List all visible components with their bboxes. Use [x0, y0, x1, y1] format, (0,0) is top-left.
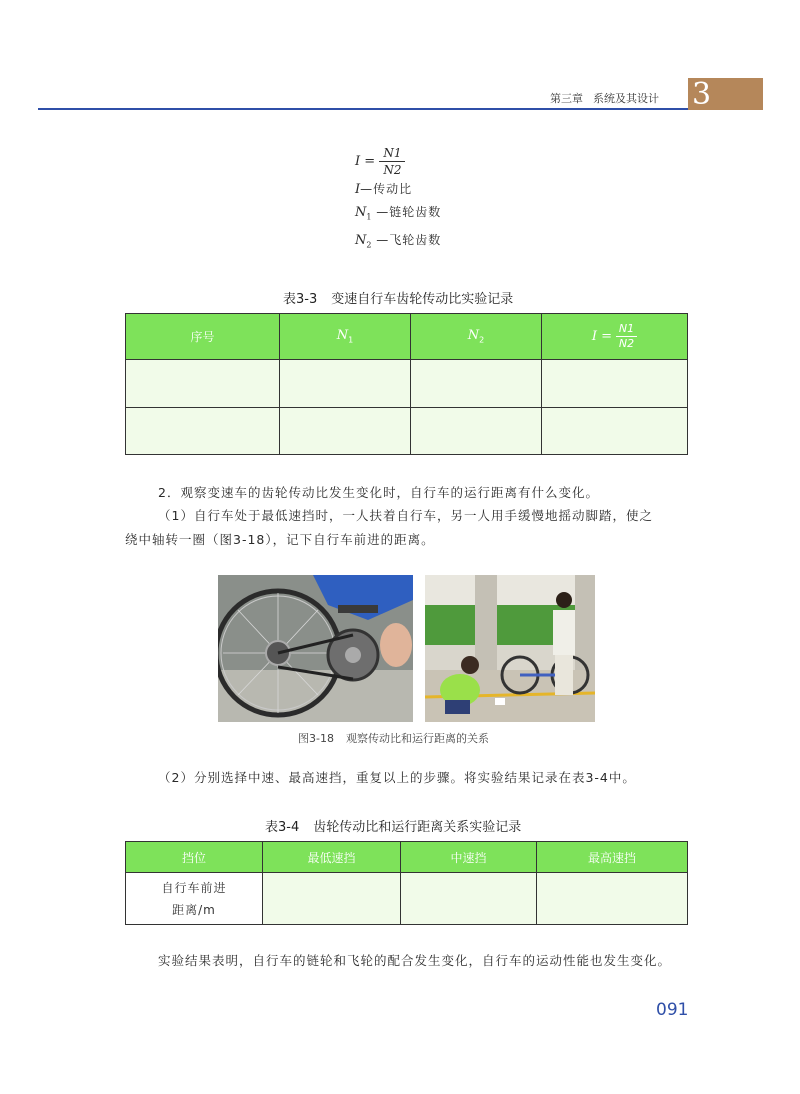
table-header-row	[126, 842, 688, 873]
table1-header-n1: $N_1$	[280, 314, 411, 360]
chapter-number: 3	[692, 77, 712, 112]
table2-title: 齿轮传动比和运行距离关系实验记录	[313, 820, 522, 835]
table-row	[126, 408, 688, 455]
figure-number: 图3-18	[298, 732, 334, 745]
table-header-row	[126, 314, 688, 360]
table-cell[interactable]	[280, 360, 411, 408]
formula-block	[355, 145, 441, 256]
table1-header-ratio: I = $\frac{N1}{N2}$	[542, 314, 688, 360]
table1	[125, 313, 688, 455]
formula-equation	[355, 145, 441, 178]
paragraph-3-line-1: （1）自行车处于最低速挡时，一人扶着自行车，另一人用手缓慢地摇动脚踏，使之	[158, 508, 653, 523]
table-cell[interactable]	[542, 408, 688, 455]
bicycle-gear-photo	[218, 575, 413, 722]
table2-header-gear: 挡位	[126, 842, 263, 873]
formula-equals: =	[364, 154, 376, 169]
definition-line: $N_1$ —链轮齿数	[355, 205, 442, 222]
table1-caption	[283, 288, 513, 307]
measuring-illustration	[425, 575, 595, 722]
header-rule	[38, 108, 688, 110]
row-label: 自行车前进 距离/m	[126, 873, 263, 925]
chapter-label: 第三章	[550, 92, 583, 105]
table1-title: 变速自行车齿轮传动比实验记录	[331, 292, 514, 307]
figure-caption-text: 观察传动比和运行距离的关系	[345, 732, 489, 745]
definition-line: I—传动比	[355, 182, 413, 197]
table2-header-medium: 中速挡	[401, 842, 537, 873]
table-cell[interactable]	[411, 408, 542, 455]
formula-fraction	[379, 145, 405, 178]
table-cell[interactable]	[280, 408, 411, 455]
table-cell[interactable]	[401, 873, 537, 925]
paragraph-3-line-2: 绕中轴转一圈（图3-18），记下自行车前进的距离。	[125, 532, 435, 547]
figure-caption	[298, 730, 489, 746]
table-cell[interactable]	[263, 873, 401, 925]
table-cell[interactable]	[537, 873, 688, 925]
table-row	[126, 360, 688, 408]
table-cell[interactable]	[542, 360, 688, 408]
table-row	[126, 873, 688, 925]
bicycle-gear-illustration	[218, 575, 413, 722]
table1-header-n2: $N_2$	[411, 314, 542, 360]
measuring-distance-photo	[425, 575, 595, 722]
table2-header-lowest: 最低速挡	[263, 842, 401, 873]
formula-numerator: N1	[379, 145, 405, 162]
formula-lhs: I	[355, 154, 361, 169]
page-number: 091	[656, 1000, 689, 1020]
table-cell[interactable]	[126, 408, 280, 455]
table2-caption	[265, 816, 521, 835]
running-header	[550, 90, 659, 106]
table1-number: 表3-3	[283, 292, 318, 307]
paragraph-2: 2．观察变速车的齿轮传动比发生变化时，自行车的运行距离有什么变化。	[158, 485, 599, 500]
paragraph-4: （2）分别选择中速、最高速挡，重复以上的步骤。将实验结果记录在表3-4中。	[158, 770, 636, 785]
paragraph-5: 实验结果表明，自行车的链轮和飞轮的配合发生变化，自行车的运动性能也发生变化。	[158, 953, 672, 968]
table2-header-highest: 最高速挡	[537, 842, 688, 873]
table2	[125, 841, 688, 925]
table1-header-index: 序号	[126, 314, 280, 360]
chapter-title: 系统及其设计	[593, 92, 659, 105]
definition-line: $N_2$ —飞轮齿数	[355, 232, 442, 250]
table-cell[interactable]	[411, 360, 542, 408]
table2-number: 表3-4	[265, 820, 300, 835]
table-cell[interactable]	[126, 360, 280, 408]
formula-denominator: N2	[383, 163, 402, 177]
